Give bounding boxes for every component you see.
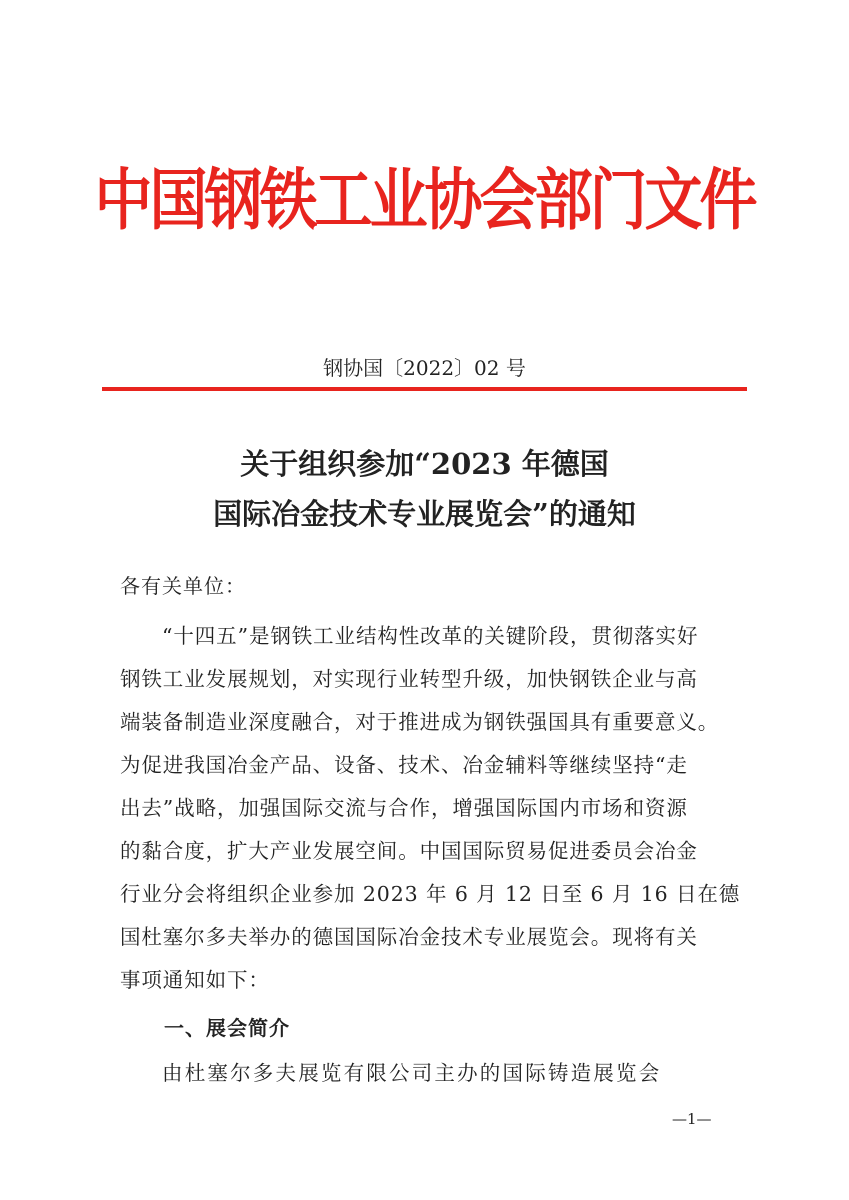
- notice-title-line-1: 关于组织参加“2023 年德国: [240, 447, 609, 481]
- document-number: 钢协国〔2022〕02 号: [323, 356, 526, 380]
- body-text-line: 出去”战略，加强国际交流与合作，增强国际国内市场和资源: [120, 796, 688, 820]
- section-heading: 一、展会简介: [164, 1016, 290, 1040]
- body-text-line: 的黏合度，扩大产业发展空间。中国国际贸易促进委员会冶金: [120, 839, 698, 863]
- body-text-line: 端装备制造业深度融合，对于推进成为钢铁强国具有重要意义。: [120, 710, 720, 734]
- red-divider-rule: [102, 387, 747, 391]
- masthead-title: 中国钢铁工业协会部门文件: [94, 160, 755, 240]
- body-text-line: 行业分会将组织企业参加 2023 年 6 月 12 日至 6 月 16 日在德: [120, 882, 741, 906]
- salutation: 各有关单位：: [120, 574, 246, 598]
- body-text-line: 由杜塞尔多夫展览有限公司主办的国际铸造展览会: [162, 1061, 662, 1085]
- body-text-line: 国杜塞尔多夫举办的德国国际冶金技术专业展览会。现将有关: [120, 925, 698, 949]
- body-text-line: “十四五”是钢铁工业结构性改革的关键阶段，贯彻落实好: [162, 624, 699, 648]
- body-text-line: 事项通知如下：: [120, 968, 270, 992]
- body-text-line: 为促进我国冶金产品、设备、技术、冶金辅料等继续坚持“走: [120, 753, 688, 777]
- page-number: —1—: [672, 1110, 712, 1128]
- body-text-line: 钢铁工业发展规划，对实现行业转型升级，加快钢铁企业与高: [120, 667, 698, 691]
- notice-title-line-2: 国际冶金技术专业展览会”的通知: [213, 497, 636, 531]
